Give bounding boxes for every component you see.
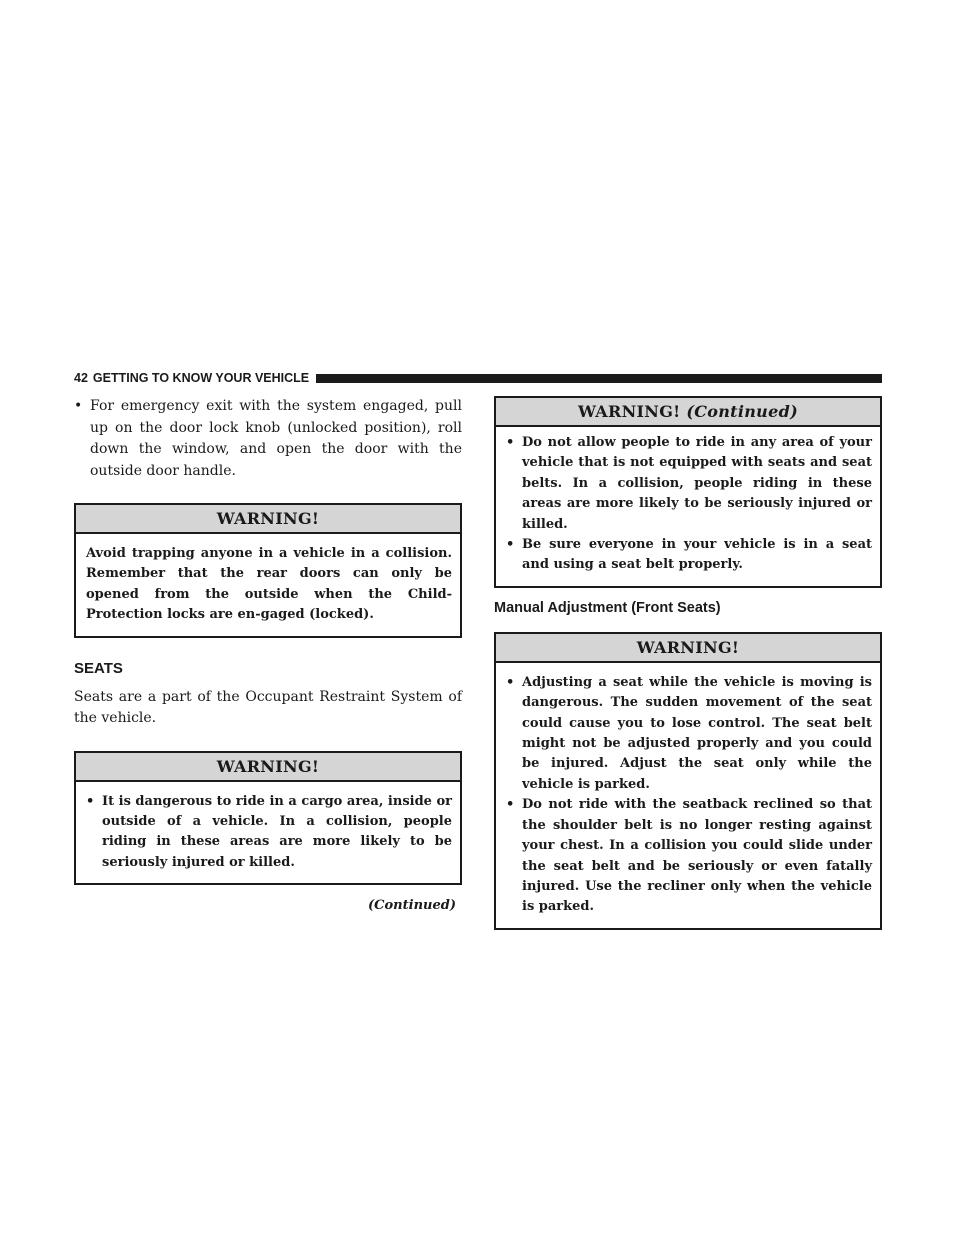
warning-bullet <box>506 795 872 917</box>
warning-bullet-text: It is dangerous to ride in a cargo area, inside or outside of a vehicle. In a collision, people riding in these areas are more likely to be seriously injured or killed. <box>102 793 452 870</box>
warning-body <box>76 782 460 884</box>
bullet-dot: • <box>506 674 515 690</box>
warning-box-continued <box>494 396 882 588</box>
right-column <box>494 396 882 930</box>
warning-box-child-protection <box>74 503 462 638</box>
warning-box-cargo <box>74 751 462 886</box>
bullet-dot: • <box>74 398 83 414</box>
left-column <box>74 396 462 913</box>
warning-body <box>496 663 880 928</box>
warning-title: WARNING! <box>496 634 880 663</box>
warning-bullet-text: Do not allow people to ride in any area of your vehicle that is not equipped with seats and seat belts. In a collision, people riding in these areas are more likely to be seriously injured or killed. <box>522 435 872 532</box>
seats-heading: SEATS <box>74 659 123 677</box>
warning-box-seat-adjust <box>494 632 882 930</box>
warning-bullet <box>506 535 872 576</box>
warning-bullet-text: Be sure everyone in your vehicle is in a seat and using a seat belt properly. <box>522 537 872 573</box>
header-rule <box>316 374 882 383</box>
manual-adjustment-heading: Manual Adjustment (Front Seats) <box>494 599 721 616</box>
warning-bullet-text: Do not ride with the seatback reclined so that the shoulder belt is no longer resting against your chest. In a collision you could slide under the seat belt and be seriously or even fatally injured. Use the recliner only when the vehicle is parked. <box>522 797 872 915</box>
warning-title: WARNING! <box>76 505 460 534</box>
warning-body <box>496 427 880 586</box>
warning-title: WARNING! <box>76 753 460 782</box>
warning-title-suffix: (Continued) <box>686 402 798 421</box>
warning-text: Avoid trapping anyone in a vehicle in a collision. Remember that the rear doors can only be opened from the outside when the Child-Protection locks are en-gaged (locked). <box>86 546 452 623</box>
bullet-dot: • <box>506 797 515 813</box>
intro-bullet <box>74 396 462 482</box>
warning-body <box>76 534 460 636</box>
page-header <box>74 370 882 386</box>
continued-note: (Continued) <box>368 898 456 914</box>
warning-bullet-text: Adjusting a seat while the vehicle is moving is dangerous. The sudden movement of the seat could cause you to lose control. The seat belt might not be adjusted properly and you could be injured. Adjust the seat only while the vehicle is parked. <box>522 674 872 792</box>
warning-title-text: WARNING! <box>578 402 681 421</box>
warning-bullet <box>506 673 872 795</box>
section-title: GETTING TO KNOW YOUR VEHICLE <box>92 371 310 385</box>
intro-bullet-text: For emergency exit with the system engaged, pull up on the door lock knob (unlocked position), roll down the window, and open the door with the outside door handle. <box>90 398 462 479</box>
bullet-dot: • <box>506 435 515 450</box>
seats-text: Seats are a part of the Occupant Restraint System of the vehicle. <box>74 688 462 727</box>
page-number: 42 <box>74 371 88 385</box>
bullet-dot: • <box>86 793 95 809</box>
warning-bullet <box>86 792 452 874</box>
bullet-dot: • <box>506 537 515 553</box>
warning-bullet <box>506 433 872 535</box>
warning-title <box>496 398 880 427</box>
